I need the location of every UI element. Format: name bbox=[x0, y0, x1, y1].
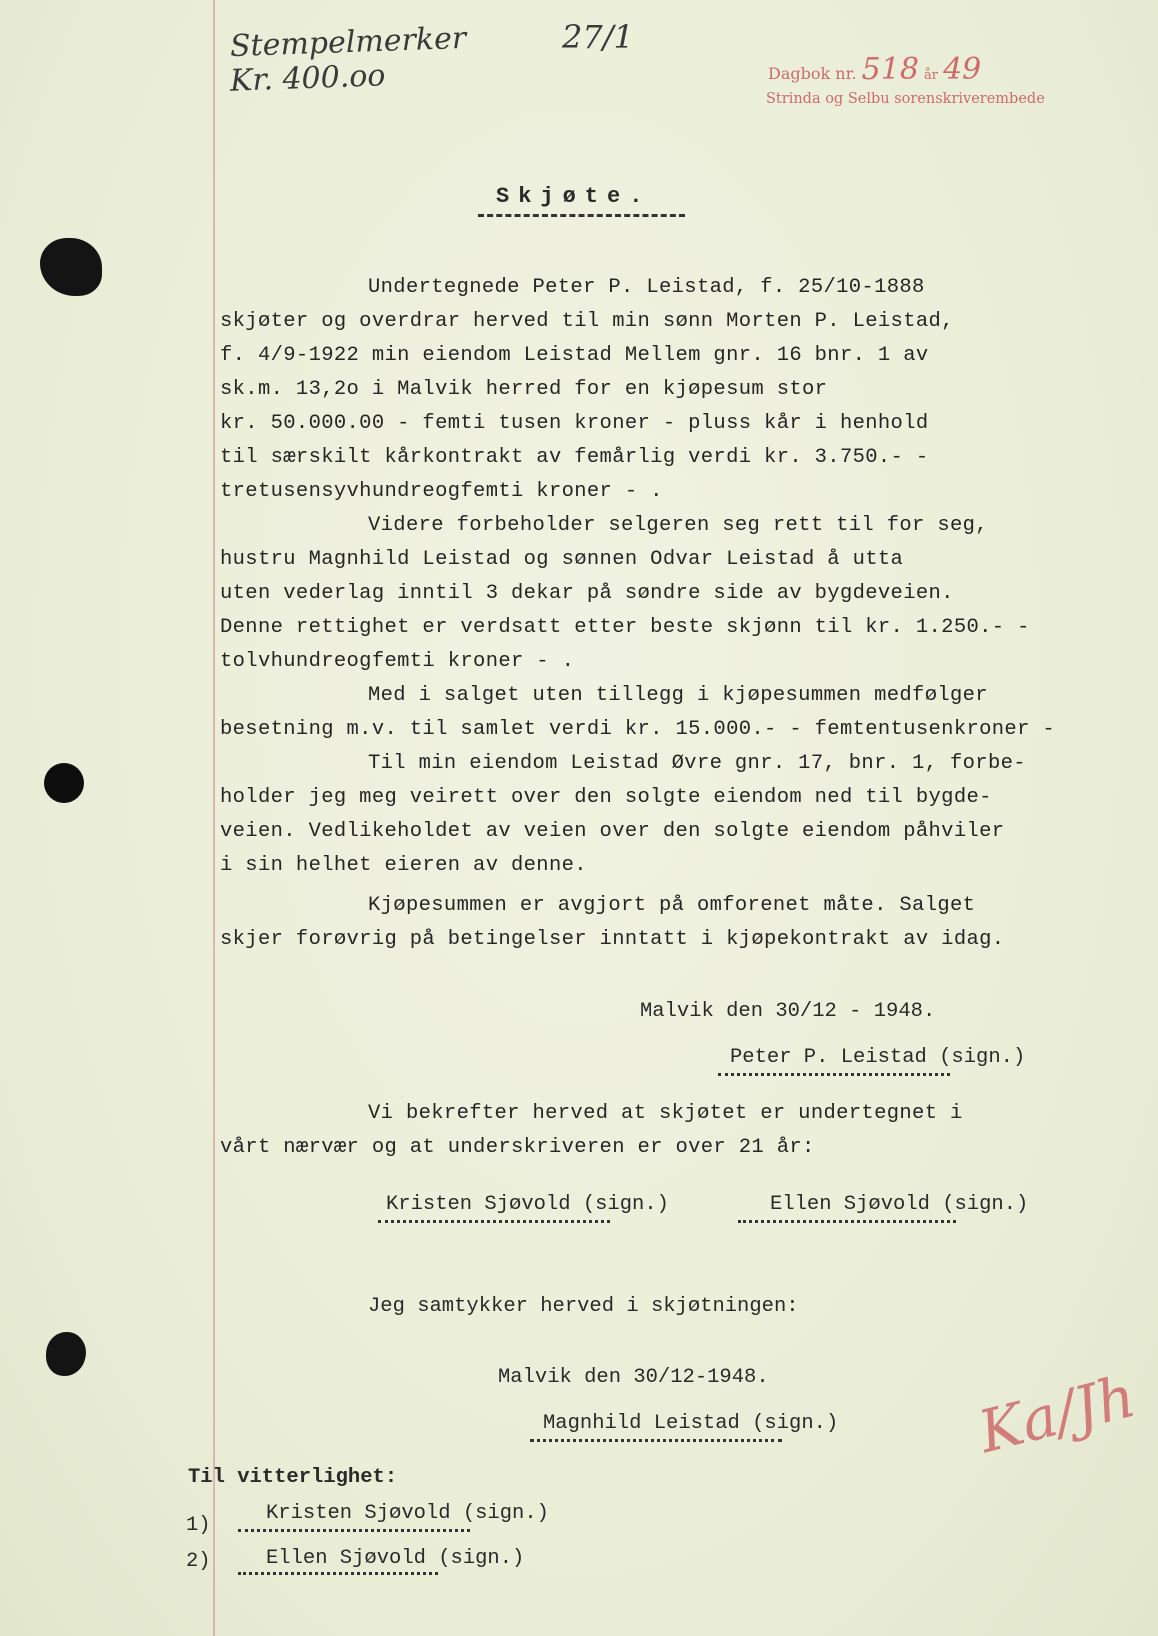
attestation-number-2: 2) bbox=[186, 1550, 211, 1573]
seller-signature-line bbox=[718, 1073, 950, 1076]
witness-statement-line: vårt nærvær og at underskriveren er over 21 år: bbox=[220, 1136, 815, 1159]
witness-statement-line: Vi bekrefter herved at skjøtet er undertegnet i bbox=[368, 1102, 963, 1125]
body-line: skjer forøvrig på betingelser inntatt i kjøpekontrakt av idag. bbox=[220, 928, 1005, 951]
body-line: tretusensyvhundreogfemti kroner - . bbox=[220, 480, 663, 503]
witness-signature-line-2 bbox=[738, 1220, 956, 1223]
punch-hole-top bbox=[40, 238, 102, 296]
body-line: sk.m. 13,2o i Malvik herred for en kjøpesum stor bbox=[220, 378, 828, 401]
body-line: uten vederlag inntil 3 dekar på søndre side av bygdeveien. bbox=[220, 582, 954, 605]
title-underline bbox=[478, 214, 685, 217]
journal-prefix: Dagbok nr. bbox=[768, 64, 857, 83]
consent-statement: Jeg samtykker herved i skjøtningen: bbox=[368, 1295, 799, 1318]
body-line: besetning m.v. til samlet verdi kr. 15.000.- - femtentusenkroner - bbox=[220, 718, 1056, 741]
seller-signature: Peter P. Leistad (sign.) bbox=[730, 1046, 1026, 1069]
body-line: hustru Magnhild Leistad og sønnen Odvar Leistad å utta bbox=[220, 548, 904, 571]
body-line: i sin helhet eieren av denne. bbox=[220, 854, 587, 877]
attestation-name-2: Ellen Sjøvold (sign.) bbox=[266, 1547, 525, 1570]
body-line: Med i salget uten tillegg i kjøpesummen medfølger bbox=[368, 684, 988, 707]
body-line: skjøter og overdrar herved til min sønn Morten P. Leistad, bbox=[220, 310, 954, 333]
body-line: tolvhundreogfemti kroner - . bbox=[220, 650, 575, 673]
body-line: til særskilt kårkontrakt av femårlig verdi kr. 3.750.- - bbox=[220, 446, 929, 469]
witness-signature-line-1 bbox=[378, 1220, 610, 1223]
journal-year: 49 bbox=[943, 52, 982, 87]
attestation-line-2 bbox=[238, 1572, 438, 1575]
stamp-marks-amount: Kr. 400.oo bbox=[229, 58, 386, 99]
office-name: Strinda og Selbu sorenskriverembede bbox=[766, 91, 1045, 107]
spouse-signature: Magnhild Leistad (sign.) bbox=[543, 1412, 839, 1435]
body-line: kr. 50.000.00 - femti tusen kroner - pluss kår i henhold bbox=[220, 412, 929, 435]
body-line: f. 4/9-1922 min eiendom Leistad Mellem gnr. 16 bnr. 1 av bbox=[220, 344, 929, 367]
margin-line bbox=[213, 0, 215, 1636]
punch-hole-bottom bbox=[46, 1332, 86, 1376]
stamp-marks-label: Stempelmerker bbox=[229, 20, 467, 65]
journal-infix: år bbox=[924, 68, 938, 83]
witness-signature-2: Ellen Sjøvold (sign.) bbox=[770, 1193, 1029, 1216]
place-date-2: Malvik den 30/12-1948. bbox=[498, 1366, 769, 1389]
body-line: Denne rettighet er verdsatt etter beste skjønn til kr. 1.250.- - bbox=[220, 616, 1030, 639]
body-line: Til min eiendom Leistad Øvre gnr. 17, bnr. 1, forbe- bbox=[368, 752, 1026, 775]
registry-stamp bbox=[768, 52, 981, 87]
page-title: Skjøte. bbox=[496, 184, 652, 209]
attestation-line-1 bbox=[238, 1529, 470, 1532]
body-line: holder jeg meg veirett over den solgte eiendom ned til bygde- bbox=[220, 786, 992, 809]
attestation-name-1: Kristen Sjøvold (sign.) bbox=[266, 1502, 549, 1525]
body-line: Videre forbeholder selgeren seg rett til for seg, bbox=[368, 514, 988, 537]
body-line: veien. Vedlikeholdet av veien over den solgte eiendom påhviler bbox=[220, 820, 1005, 843]
journal-number: 518 bbox=[861, 52, 919, 87]
witness-signature-1: Kristen Sjøvold (sign.) bbox=[386, 1193, 669, 1216]
attestation-number-1: 1) bbox=[186, 1514, 211, 1537]
clerk-initials: Ka/Jh bbox=[972, 1361, 1142, 1467]
spouse-signature-line bbox=[530, 1439, 782, 1442]
place-date: Malvik den 30/12 - 1948. bbox=[640, 1000, 936, 1023]
body-line: Kjøpesummen er avgjort på omforenet måte. Salget bbox=[368, 894, 976, 917]
body-line: Undertegnede Peter P. Leistad, f. 25/10-1888 bbox=[368, 276, 925, 299]
attestation-label: Til vitterlighet: bbox=[188, 1466, 398, 1489]
date-fraction: 27/1 bbox=[562, 18, 634, 56]
punch-hole-middle bbox=[44, 763, 84, 803]
